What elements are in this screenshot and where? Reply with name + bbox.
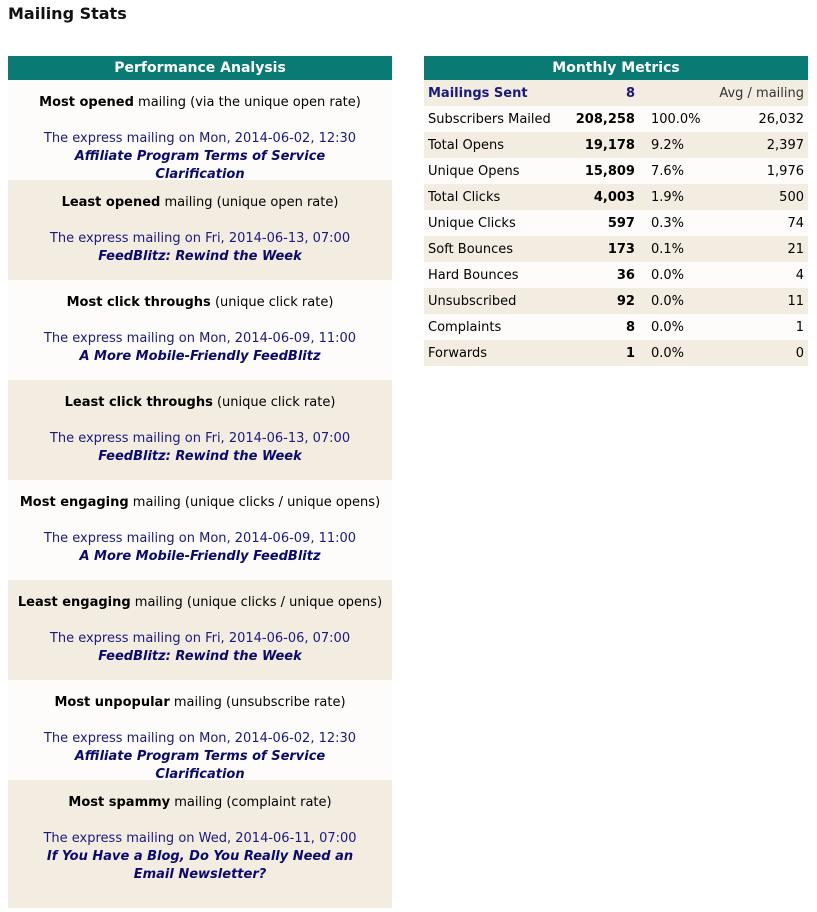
perf-item-mailing-link[interactable]: The express mailing on Fri, 2014-06-13, 07:00 [49,431,351,446]
metric-avg: 0 [715,340,808,366]
metrics-row-mailings-sent [424,80,808,106]
perf-item-mailing-link[interactable]: The express mailing on Fri, 2014-06-13, 07:00 [49,231,351,246]
perf-item-least-opened [8,180,392,280]
perf-item-mailing-link[interactable]: The express mailing on Wed, 2014-06-11, 07:00 [43,831,357,846]
metric-avg: 2,397 [715,132,808,158]
metric-value: 19,178 [563,132,639,158]
metric-label: Complaints [424,314,563,340]
metric-value: 8 [563,314,639,340]
metric-percent: 9.2% [639,132,715,158]
perf-item-subject[interactable]: A More Mobile-Friendly FeedBlitz [79,549,321,564]
perf-item-strong: Most unpopular [54,695,170,710]
perf-item-heading [8,794,392,812]
perf-item-most-engaging [8,480,392,580]
perf-item-least-click-throughs [8,380,392,480]
perf-item-heading [8,494,392,512]
perf-item-mailing-link[interactable]: The express mailing on Mon, 2014-06-02, 12:30 [43,731,357,746]
perf-item-most-click-throughs [8,280,392,380]
metrics-row [424,158,808,184]
metric-value: 15,809 [563,158,639,184]
metrics-table [424,80,808,366]
metric-avg: 1,976 [715,158,808,184]
metric-label: Hard Bounces [424,262,563,288]
perf-item-subject[interactable]: If You Have a Blog, Do You Really Need an Email Newsletter? [46,849,354,882]
perf-item-strong: Most click throughs [66,295,211,310]
perf-item-rest: mailing (unsubscribe rate) [169,695,346,710]
metrics-row [424,288,808,314]
metric-label: Subscribers Mailed [424,106,563,132]
perf-item-strong: Most spammy [68,795,171,810]
metric-value: 208,258 [563,106,639,132]
monthly-metrics-header: Monthly Metrics [424,56,808,80]
metric-avg: 4 [715,262,808,288]
perf-item-strong: Most opened [39,95,134,110]
metrics-row [424,262,808,288]
metric-value: 173 [563,236,639,262]
metrics-row [424,210,808,236]
perf-item-heading [8,94,392,112]
metric-value: 597 [563,210,639,236]
perf-item-mailing-link[interactable]: The express mailing on Mon, 2014-06-02, 12:30 [43,131,357,146]
metric-label: Unsubscribed [424,288,563,314]
page-title: Mailing Stats [8,4,127,23]
metric-value: 92 [563,288,639,314]
avg-per-mailing-header: Avg / mailing [715,80,808,106]
metric-value: 36 [563,262,639,288]
metric-avg: 21 [715,236,808,262]
perf-item-strong: Least engaging [17,595,131,610]
perf-item-subject[interactable]: FeedBlitz: Rewind the Week [98,249,302,264]
perf-item-heading [8,294,392,312]
metric-percent: 0.1% [639,236,715,262]
perf-item-heading [8,194,392,212]
perf-item-subject[interactable]: Affiliate Program Terms of Service Clarification [74,749,326,782]
perf-item-rest: mailing (unique clicks / unique opens) [128,495,381,510]
perf-item-mailing-link[interactable]: The express mailing on Mon, 2014-06-09, 11:00 [43,331,357,346]
metric-label: Unique Opens [424,158,563,184]
perf-item-rest: mailing (complaint rate) [170,795,332,810]
metric-label: Total Clicks [424,184,563,210]
perf-item-mailing-link[interactable]: The express mailing on Mon, 2014-06-09, 11:00 [43,531,357,546]
performance-analysis-header: Performance Analysis [8,56,392,80]
metric-value: 1 [563,340,639,366]
perf-item-rest: mailing (unique clicks / unique opens) [130,595,383,610]
perf-item-most-unpopular [8,680,392,780]
metrics-row [424,236,808,262]
perf-item-rest: (unique click rate) [212,395,336,410]
perf-item-heading [8,394,392,412]
metric-percent: 100.0% [639,106,715,132]
metric-label: Forwards [424,340,563,366]
perf-item-most-spammy [8,780,392,908]
perf-item-most-opened [8,80,392,180]
perf-item-least-engaging [8,580,392,680]
perf-item-heading [8,594,392,612]
metric-avg: 500 [715,184,808,210]
perf-item-strong: Least opened [61,195,161,210]
monthly-metrics-panel [424,56,808,366]
perf-item-heading [8,694,392,712]
metrics-row [424,184,808,210]
metrics-row [424,314,808,340]
metric-avg: 11 [715,288,808,314]
metric-value: 4,003 [563,184,639,210]
metric-percent: 0.3% [639,210,715,236]
metric-value: 8 [563,80,639,106]
metric-percent: 1.9% [639,184,715,210]
metric-percent: 7.6% [639,158,715,184]
performance-analysis-panel [8,56,392,908]
perf-item-rest: (unique click rate) [210,295,334,310]
metric-percent: 0.0% [639,314,715,340]
metric-label: Soft Bounces [424,236,563,262]
perf-item-strong: Least click throughs [64,395,213,410]
metric-label: Unique Clicks [424,210,563,236]
metric-avg: 74 [715,210,808,236]
metric-percent: 0.0% [639,262,715,288]
perf-item-strong: Most engaging [19,495,129,510]
perf-item-rest: mailing (unique open rate) [160,195,339,210]
perf-item-subject[interactable]: A More Mobile-Friendly FeedBlitz [79,349,321,364]
metrics-row [424,106,808,132]
perf-item-subject[interactable]: FeedBlitz: Rewind the Week [98,449,302,464]
metric-percent: 0.0% [639,288,715,314]
metric-label: Mailings Sent [424,80,563,106]
perf-item-mailing-link[interactable]: The express mailing on Fri, 2014-06-06, 07:00 [49,631,351,646]
metric-percent: 0.0% [639,340,715,366]
metric-percent [639,80,715,106]
metrics-row [424,340,808,366]
perf-item-subject[interactable]: Affiliate Program Terms of Service Clarification [74,149,326,182]
metrics-row [424,132,808,158]
perf-item-rest: mailing (via the unique open rate) [133,95,361,110]
metric-avg: 26,032 [715,106,808,132]
metric-avg: 1 [715,314,808,340]
metric-label: Total Opens [424,132,563,158]
perf-item-subject[interactable]: FeedBlitz: Rewind the Week [98,649,302,664]
